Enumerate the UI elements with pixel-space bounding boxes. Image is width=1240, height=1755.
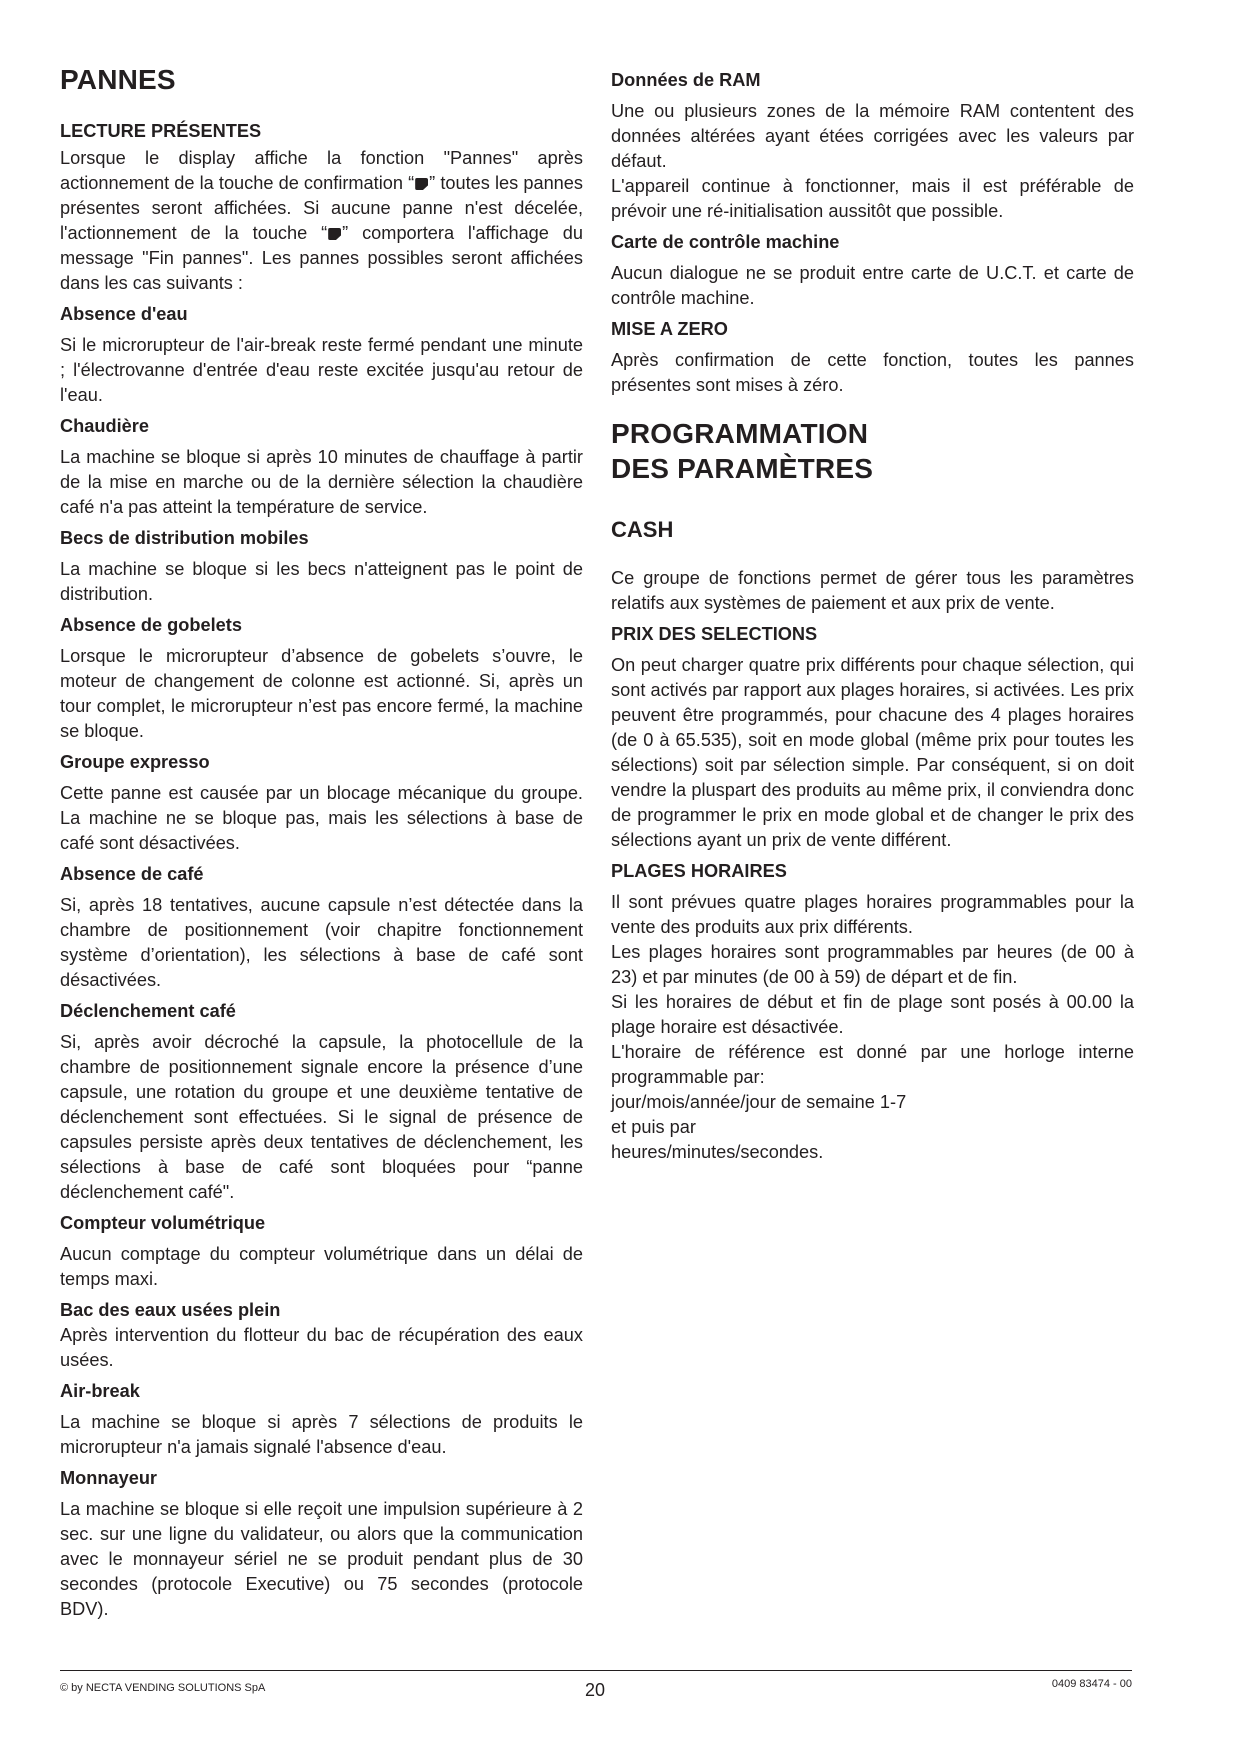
intro-paragraph bbox=[60, 146, 583, 296]
section-text: Si, après avoir décroché la capsule, la photocellule de la chambre de positionnement signale encore la présence d’une capsule, une rotation du groupe et une deuxième tentative de déclenchement sont effectuées. Si le signal de présence de capsules persiste après deux tentatives de déclenchement, les sélections à base de café sont bloquées pour “panne déclenchement café". bbox=[60, 1032, 583, 1202]
plages-line: L'horaire de référence est donné par une horloge interne programmable par: bbox=[611, 1042, 1134, 1087]
page-number: 20 bbox=[584, 1680, 606, 1700]
section-text: Cette panne est causée par un blocage mécanique du groupe. La machine ne se bloque pas, mais les sélections à base de café sont désactivées. bbox=[60, 783, 583, 853]
section-heading: Groupe expresso bbox=[60, 752, 210, 772]
right-column bbox=[611, 0, 1134, 1165]
section-text: Aucun comptage du compteur volumétrique dans un délai de temps maxi. bbox=[60, 1244, 583, 1289]
section-text: La machine se bloque si après 7 sélections de produits le microrupteur n'a jamais signalé l'absence d'eau. bbox=[60, 1412, 583, 1457]
section-heading: Absence de gobelets bbox=[60, 615, 242, 635]
section-text: Si le microrupteur de l'air-break reste fermé pendant une minute ; l'électrovanne d'entrée d'eau reste excitée jusqu'au retour de l'eau. bbox=[60, 335, 583, 405]
section-heading: Absence de café bbox=[60, 864, 204, 884]
cash-text: Ce groupe de fonctions permet de gérer tous les paramètres relatifs aux systèmes de paiement et aux prix de vente. bbox=[611, 568, 1134, 613]
prix-text: On peut charger quatre prix différents pour chaque sélection, qui sont activés par rapport aux plages horaires, si activées. Les prix peuvent être programmés, pour chacune des 4 plages horaires (de 0 à 65.535), soit en mode global (même prix pour toutes les sélections) soit par sélection simple. Par conséquent, si on doit vendre la pluspart des produits au même prix, il conviendra donc de programmer le prix en mode global et de changer le prix des sélections ayant un prix de vente différent. bbox=[611, 655, 1134, 850]
subtitle: LECTURE PRÉSENTES bbox=[60, 121, 262, 141]
section-text: La machine se bloque si les becs n'atteignent pas le point de distribution. bbox=[60, 559, 583, 604]
enter-key-icon bbox=[415, 178, 428, 190]
enter-key-icon bbox=[328, 228, 341, 240]
intro-text-1: Lorsque le display affiche la fonction "Pannes" après actionnement de la touche de confirmation “ bbox=[60, 148, 583, 193]
section-heading: Bac des eaux usées plein bbox=[60, 1300, 281, 1320]
prix-heading: PRIX DES SELECTIONS bbox=[611, 624, 818, 644]
section-heading: Absence d'eau bbox=[60, 304, 188, 324]
carte-heading: Carte de contrôle machine bbox=[611, 232, 840, 252]
plages-heading: PLAGES HORAIRES bbox=[611, 861, 787, 881]
section-heading: Déclenchement café bbox=[60, 1001, 236, 1021]
mise-a-zero-heading: MISE A ZERO bbox=[611, 319, 728, 339]
page-title: PANNES bbox=[60, 64, 176, 95]
plages-line: heures/minutes/secondes. bbox=[611, 1142, 824, 1162]
left-column bbox=[60, 0, 583, 1622]
ram-text-2: L'appareil continue à fonctionner, mais il est préférable de prévoir une ré-initialisation aussitôt que possible. bbox=[611, 176, 1134, 221]
section-heading: Monnayeur bbox=[60, 1468, 158, 1488]
plages-line: et puis par bbox=[611, 1117, 696, 1137]
plages-line: jour/mois/année/jour de semaine 1-7 bbox=[611, 1092, 907, 1112]
section-text: Lorsque le microrupteur d’absence de gobelets s’ouvre, le moteur de changement de colonne est actionné. Si, après un tour complet, le microrupteur n’est pas encore fermé, la machine se bloque. bbox=[60, 646, 583, 741]
section-text: Après intervention du flotteur du bac de récupération des eaux usées. bbox=[60, 1325, 583, 1370]
ram-text: Une ou plusieurs zones de la mémoire RAM contentent des données altérées ayant étées corrigées avec les valeurs par défaut. bbox=[611, 101, 1134, 171]
section-text: La machine se bloque si elle reçoit une impulsion supérieure à 2 sec. sur une ligne du validateur, ou alors que la communication avec le monnayeur sériel ne se produit pendant plus de 30 secondes (protocole Executive) ou 75 secondes (protocole BDV). bbox=[60, 1499, 583, 1619]
cash-title: CASH bbox=[611, 517, 674, 542]
plages-line: Il sont prévues quatre plages horaires programmables pour la vente des produits aux prix différents. bbox=[611, 892, 1134, 937]
section-heading: Air-break bbox=[60, 1381, 140, 1401]
intro-text-2: ” toutes les pannes présentes seront affichées. Si aucune panne n'est décelée, l'actionnement de la touche “ bbox=[60, 173, 584, 243]
section-heading: Chaudière bbox=[60, 416, 149, 436]
section-text: Si, après 18 tentatives, aucune capsule n’est détectée dans la chambre de positionnement (voir chapitre fonctionnement système d’orientation), les sélections à base de café sont désactivées. bbox=[60, 895, 583, 990]
section-title-line-2: DES PARAMÈTRES bbox=[611, 453, 874, 484]
section-text: La machine se bloque si après 10 minutes de chauffage à partir de la mise en marche ou de la dernière sélection la chaudière café n'a pas atteint la température de service. bbox=[60, 447, 583, 517]
carte-text: Aucun dialogue ne se produit entre carte de U.C.T. et carte de contrôle machine. bbox=[611, 263, 1134, 308]
section-title-line-1: PROGRAMMATION bbox=[611, 418, 869, 449]
plages-line: Si les horaires de début et fin de plage sont posés à 00.00 la plage horaire est désactivée. bbox=[611, 992, 1134, 1037]
document-code: 0409 83474 - 00 bbox=[1051, 1678, 1132, 1690]
section-heading: Becs de distribution mobiles bbox=[60, 528, 309, 548]
plages-line: Les plages horaires sont programmables par heures (de 00 à 23) et par minutes (de 00 à 59) de départ et de fin. bbox=[611, 942, 1134, 987]
mise-a-zero-text: Après confirmation de cette fonction, toutes les pannes présentes sont mises à zéro. bbox=[611, 350, 1134, 395]
section-heading: Compteur volumétrique bbox=[60, 1213, 266, 1233]
footer-copyright: © by NECTA VENDING SOLUTIONS SpA bbox=[60, 1682, 266, 1694]
intro-text-3: ” comportera l'affichage du message "Fin pannes". Les pannes possibles seront affichées dans les cas suivants : bbox=[60, 223, 583, 293]
footer-divider bbox=[60, 1670, 1132, 1671]
ram-heading: Données de RAM bbox=[611, 70, 761, 90]
